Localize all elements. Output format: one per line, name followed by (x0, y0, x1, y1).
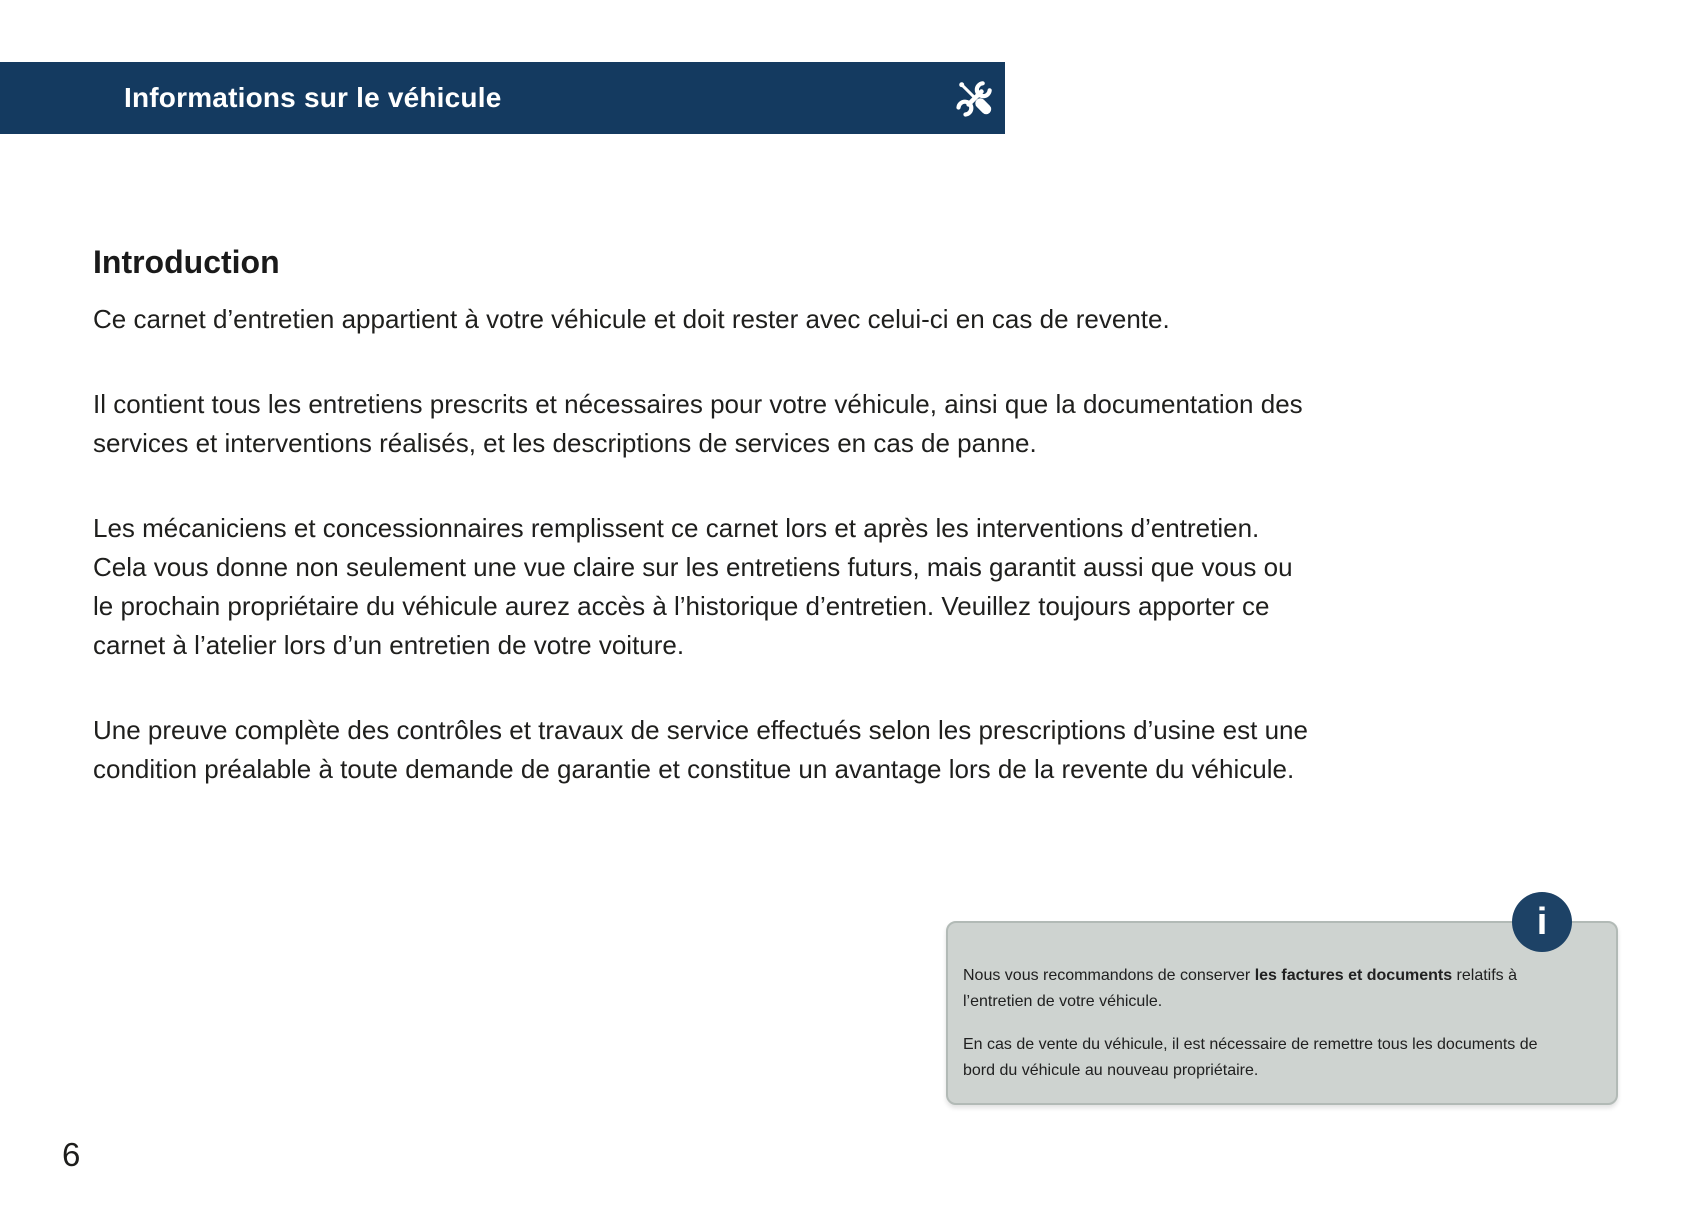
paragraph-line: Une preuve complète des contrôles et travaux de service effectués selon les prescriptions d’usine est une (93, 715, 1308, 745)
paragraph-line: Ce carnet d’entretien appartient à votre véhicule et doit rester avec celui-ci en cas de revente. (93, 304, 1170, 334)
body-text (93, 300, 1453, 835)
info-box (946, 921, 1618, 1105)
page-number: 6 (62, 1136, 81, 1173)
info-paragraph: En cas de vente du véhicule, il est nécessaire de remettre tous les documents de bord du véhicule au nouveau propriétaire. (963, 1036, 1538, 1079)
info-paragraph: Nous vous recommandons de conserver les factures et documents relatifs à l’entretien de votre véhicule. (963, 967, 1518, 1010)
paragraph-line: Il contient tous les entretiens prescrits et nécessaires pour votre véhicule, ainsi que la documentation des (93, 389, 1303, 419)
section-title: Informations sur le véhicule (124, 82, 502, 113)
paragraph-line: services et interventions réalisés, et les descriptions de services en cas de panne. (93, 428, 1037, 458)
paragraph-line: Les mécaniciens et concessionnaires remplissent ce carnet lors et après les interventions d’entretien. (93, 513, 1260, 543)
info-icon-glyph: i (1536, 901, 1548, 943)
paragraph-line: Cela vous donne non seulement une vue claire sur les entretiens futurs, mais garantit aussi que vous ou (93, 552, 1293, 582)
paragraph (93, 711, 1453, 789)
info-box-text (963, 963, 1586, 1084)
section-header (0, 62, 1005, 134)
paragraph (93, 509, 1453, 665)
intro-heading: Introduction (93, 244, 280, 280)
paragraph-line: carnet à l’atelier lors d’un entretien de votre voiture. (93, 630, 685, 660)
paragraph (93, 300, 1453, 339)
tools-icon (953, 76, 997, 120)
paragraph (93, 385, 1453, 463)
paragraph-line: le prochain propriétaire du véhicule aurez accès à l’historique d’entretien. Veuillez toujours apporter ce (93, 591, 1270, 621)
paragraph-line: condition préalable à toute demande de garantie et constitue un avantage lors de la revente du véhicule. (93, 754, 1295, 784)
info-icon (1512, 892, 1572, 952)
